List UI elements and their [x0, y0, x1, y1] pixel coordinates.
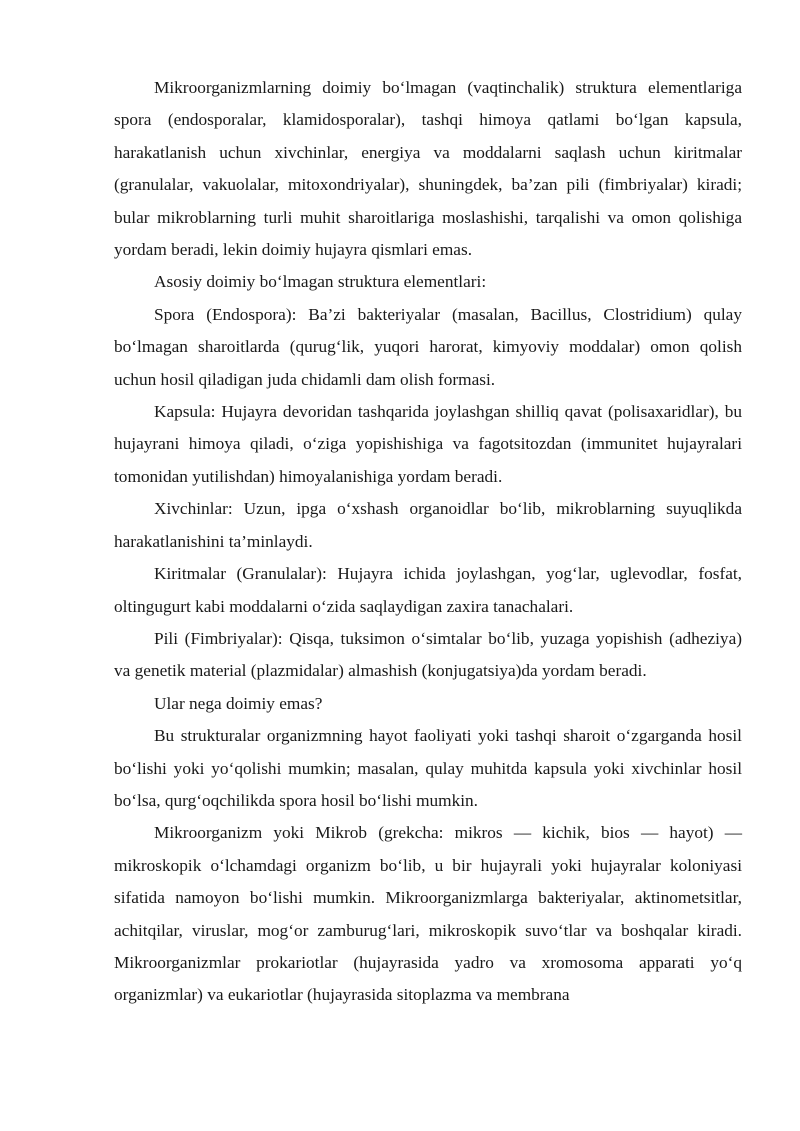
paragraph-xivchinlar: Xivchinlar: Uzun, ipga o‘xshash organoidlar bo‘lib, mikroblarning suyuqlikda harakatlanishini ta’minlaydi. — [114, 499, 742, 551]
paragraph-answer: Bu strukturalar organizmning hayot faoliyati yoki tashqi sharoit o‘zgarganda hosil bo‘lishi yoki yo‘qolishi mumkin; masalan, qulay muhitda kapsula yoki xivchinlar hosil bo‘lsa, qurg‘oqchilikda spora hosil bo‘lishi mumkin. — [114, 726, 742, 810]
paragraph-definition: Mikroorganizm yoki Mikrob (grekcha: mikros — kichik, bios — hayot) — mikroskopik o‘lchamdagi organizm bo‘lib, u bir hujayrali yoki hujayralar koloniyasi sifatida namoyon bo‘lishi mumkin. Mikroorganizmlarga bakteriyalar, aktinometsitlar, achitqilar, viruslar, mog‘or zamburug‘lari, mikroskopik suvo‘tlar va boshqalar kiradi. Mikroorganizmlar prokariotlar (hujayrasida yadro va xromosoma apparati yo‘q organizmlar) va eukariotlar (hujayrasida sitoplazma va membrana — [114, 823, 742, 1005]
paragraph-list-heading: Asosiy doimiy bo‘lmagan struktura elementlari: — [154, 272, 487, 292]
paragraph-kiritmalar: Kiritmalar (Granulalar): Hujayra ichida joylashgan, yog‘lar, uglevodlar, fosfat, oltingugurt kabi moddalarni o‘zida saqlaydigan zaxira tanachalari. — [114, 564, 742, 616]
paragraph-intro: Mikroorganizmlarning doimiy bo‘lmagan (vaqtinchalik) struktura elementlariga spora (endosporalar, klamidosporalar), tashqi himoya qatlami bo‘lgan kapsula, harakatlanish uchun xivchinlar, energiya va moddalarni saqlash uchun kiritmalar (granulalar, vakuolalar, mitoxondriyalar), shuningdek, ba’zan pili (fimbriyalar) kiradi; bular mikroblarning turli muhit sharoitlariga moslashishi, tarqalishi va omon qolishiga yordam beradi, lekin doimiy hujayra qismlari emas. — [114, 78, 742, 260]
paragraph-pili: Pili (Fimbriyalar): Qisqa, tuksimon o‘simtalar bo‘lib, yuzaga yopishish (adheziya) va genetik material (plazmidalar) almashish (konjugatsiya)da yordam beradi. — [114, 628, 742, 681]
document-page — [114, 72, 742, 1012]
paragraph-spora: Spora (Endospora): Ba’zi bakteriyalar (masalan, Bacillus, Clostridium) qulay bo‘lmagan sharoitlarda (qurug‘lik, yuqori harorat, kimyoviy moddalar) omon qolish uchun hosil qiladigan juda chidamli dam olish formasi. — [114, 304, 742, 389]
paragraph-kapsula: Kapsula: Hujayra devoridan tashqarida joylashgan shilliq qavat (polisaxaridlar), bu hujayrani himoya qiladi, o‘ziga yopishishiga va fagotsitozdan (immunitet hujayralari tomonidan yutilishdan) himoyalanishiga yordam beradi. — [114, 402, 742, 486]
paragraph-question: Ular nega doimiy emas? — [154, 693, 323, 713]
